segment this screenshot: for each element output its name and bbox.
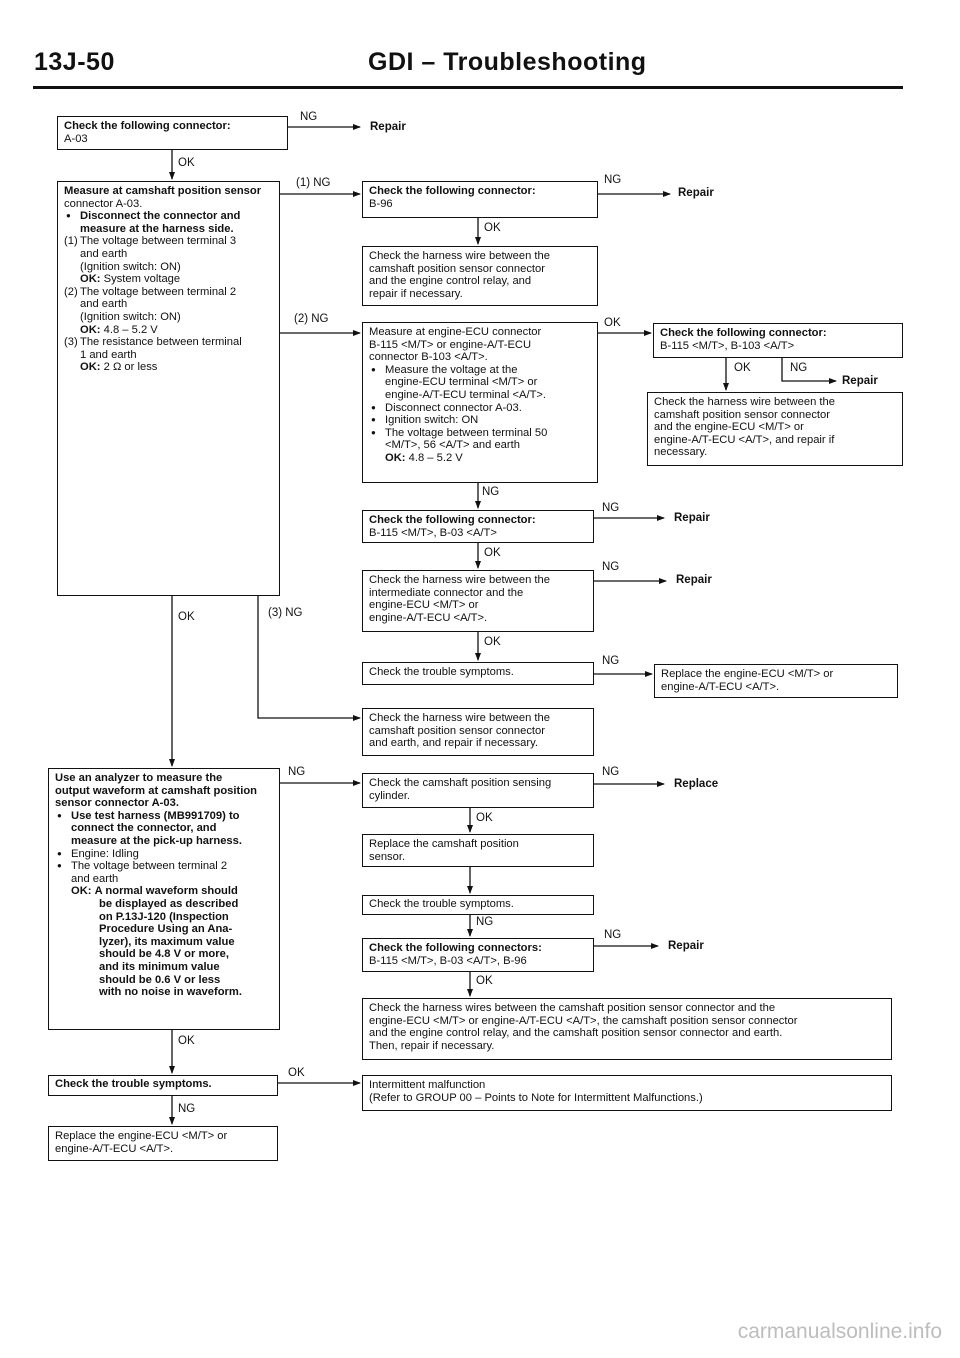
box-line: Procedure Using an Ana-	[99, 923, 233, 936]
replace-engine-ecu-box	[48, 1126, 278, 1161]
flow-label-ng: NG	[482, 486, 500, 498]
box-line: (Ignition switch: ON)	[80, 260, 181, 273]
box-line: and earth	[71, 872, 119, 885]
box-line: B-115 <M/T>, B-103 <A/T>	[660, 339, 795, 352]
box-bullet: ● The voltage between terminal 50	[369, 427, 591, 440]
box-bullet: ● The voltage between terminal 2	[55, 860, 273, 873]
flow-label-ok: OK	[734, 362, 751, 374]
box-line: Check the harness wire between the	[369, 574, 550, 586]
ok-key: OK:	[71, 885, 92, 898]
box-line: engine-ECU terminal <M/T> or	[385, 376, 538, 389]
box-line: Replace the engine-ECU <M/T> or	[661, 668, 834, 680]
box-title: Check the following connectors:	[369, 942, 542, 954]
box-line: The resistance between terminal	[80, 336, 242, 349]
check-harness-wires-box	[362, 998, 892, 1060]
box-bullet: ● Disconnect the connector and	[64, 210, 273, 223]
flow-label-ok: OK	[476, 812, 493, 824]
check-harness-intermediate-box	[362, 570, 594, 632]
flow-label-ok: OK	[476, 975, 493, 987]
box-line: and earth	[80, 298, 128, 311]
check-trouble-symptoms-box	[362, 662, 594, 685]
box-line: sensor.	[369, 850, 406, 863]
box-line: B-115 <M/T>, B-03 <A/T>, B-96	[369, 954, 527, 967]
box-line: engine-A/T-ECU <A/T>.	[55, 1142, 174, 1155]
replace-camshaft-sensor-box	[362, 834, 594, 867]
analyzer-waveform-box	[48, 768, 280, 1030]
box-line: <M/T>, 56 <A/T> and earth	[385, 439, 520, 452]
box-line: A-03	[64, 132, 88, 145]
flow-label-ok: OK	[604, 317, 621, 329]
box-line: intermediate connector and the	[369, 586, 524, 599]
check-sensing-cylinder-box	[362, 773, 594, 808]
intermittent-malfunction-box	[362, 1075, 892, 1111]
box-line: Check the trouble symptoms.	[369, 898, 514, 910]
flow-label-ng1: (1) NG	[296, 177, 331, 189]
box-line: (Refer to GROUP 00 – Points to Note for Intermittent Malfunctions.)	[369, 1091, 703, 1104]
terminal-repair: Repair	[668, 940, 704, 952]
box-bullet: ● Engine: Idling	[55, 848, 273, 861]
box-line: The voltage between terminal 3	[80, 235, 237, 248]
terminal-replace: Replace	[674, 778, 719, 790]
page-number: 13J-50	[34, 48, 115, 76]
box-line: Replace the camshaft position	[369, 838, 519, 850]
flow-label-ok: OK	[288, 1067, 305, 1079]
box-line: and its minimum value	[99, 960, 220, 973]
box-line: connector A-03.	[64, 197, 143, 210]
flow-label-ng: NG	[476, 916, 494, 928]
ok-value: System voltage	[103, 273, 181, 286]
box-line: Check the harness wire between the	[369, 712, 550, 724]
box-line: Use an analyzer to measure the	[55, 772, 223, 784]
ok-key: OK:	[385, 451, 406, 464]
terminal-repair: Repair	[370, 121, 406, 133]
box-title: Check the following connector:	[369, 185, 536, 197]
flow-label-ng: NG	[602, 561, 620, 573]
box-line: output waveform at camshaft position	[55, 784, 258, 797]
check-harness-earth-box	[362, 708, 594, 756]
flow-label-ng: NG	[602, 766, 620, 778]
box-line: Intermittent malfunction	[369, 1079, 486, 1091]
ok-key: OK:	[80, 273, 101, 286]
check-connector-b115-b103-box	[653, 323, 903, 358]
replace-engine-ecu-box	[654, 664, 898, 698]
item-number: (2)	[64, 285, 78, 298]
item-number: (3)	[64, 336, 78, 349]
flow-label-ng: NG	[790, 362, 808, 374]
ok-value: A normal waveform should	[94, 885, 238, 898]
check-trouble-symptoms-box	[48, 1075, 278, 1096]
check-harness-ecu-box	[647, 392, 903, 466]
check-trouble-symptoms-box	[362, 895, 594, 915]
box-line: Check the trouble symptoms.	[369, 666, 514, 678]
box-line: and the engine control relay, and the camshaft position sensor connector and earth.	[369, 1027, 783, 1040]
box-line: engine-A/T-ECU <A/T>.	[661, 680, 780, 693]
box-line: with no noise in waveform.	[99, 986, 242, 999]
flow-label-ok: OK	[178, 1035, 195, 1047]
box-line: connect the connector, and	[71, 822, 217, 835]
box-line: Check the harness wire between the	[369, 250, 550, 262]
check-connector-b115-b03-box	[362, 510, 594, 543]
flow-label-ok: OK	[178, 611, 195, 623]
terminal-repair: Repair	[674, 512, 710, 524]
box-line: connector B-103 <A/T>.	[369, 351, 488, 364]
ok-key: OK:	[80, 323, 101, 336]
flow-label-ng: NG	[604, 174, 622, 186]
ok-value: 4.8 – 5.2 V	[103, 323, 158, 336]
box-line: engine-A/T-ECU terminal <A/T>.	[385, 388, 547, 401]
check-connector-b96-box	[362, 181, 598, 218]
flow-label-ng: NG	[602, 502, 620, 514]
box-line: and the engine-ECU <M/T> or	[654, 421, 804, 434]
box-title: Check the following connector:	[64, 120, 231, 132]
box-line: Measure at camshaft position sensor	[64, 185, 262, 197]
box-line: The voltage between terminal 2	[80, 285, 237, 298]
box-title: Check the following connector:	[369, 514, 536, 526]
flow-label-ng: NG	[288, 766, 306, 778]
box-line: Replace the engine-ECU <M/T> or	[55, 1130, 228, 1142]
box-line: Check the harness wires between the camshaft position sensor connector and the	[369, 1002, 776, 1014]
box-line: engine-ECU <M/T> or	[369, 599, 479, 612]
box-line: B-115 <M/T>, B-03 <A/T>	[369, 526, 497, 539]
box-line: lyzer), its maximum value	[99, 935, 235, 948]
box-line: necessary.	[654, 446, 708, 459]
ok-key: OK:	[80, 361, 101, 374]
box-line: measure at the harness side.	[80, 222, 234, 235]
check-connector-a03-box	[57, 116, 288, 150]
flow-label-ok: OK	[484, 636, 501, 648]
flow-label-ng: NG	[300, 111, 318, 123]
terminal-repair: Repair	[842, 375, 878, 387]
terminal-repair: Repair	[678, 187, 714, 199]
flow-label-ng: NG	[178, 1103, 196, 1115]
box-line: camshaft position sensor connector	[654, 408, 830, 421]
terminal-repair: Repair	[676, 574, 712, 586]
box-line: (Ignition switch: ON)	[80, 310, 181, 323]
flow-label-ng2: (2) NG	[294, 313, 329, 325]
check-connectors-b115-b03-b96-box	[362, 938, 594, 972]
flow-label-ng3: (3) NG	[268, 607, 303, 619]
box-line: B-115 <M/T> or engine-A/T-ECU	[369, 338, 532, 351]
ok-value: 2 Ω or less	[103, 361, 158, 374]
box-bullet: ● Measure the voltage at the	[369, 364, 591, 377]
box-line: 1 and earth	[80, 348, 137, 361]
watermark: carmanualsonline.info	[737, 1320, 942, 1343]
box-line: measure at the pick-up harness.	[71, 834, 242, 847]
box-bullet: ● Ignition switch: ON	[369, 414, 591, 427]
box-line: camshaft position sensor connector	[369, 724, 545, 737]
box-line: B-96	[369, 197, 393, 210]
box-line: and the engine control relay, and	[369, 275, 532, 288]
box-line: and earth	[80, 247, 128, 260]
box-title: Check the following connector:	[660, 327, 827, 339]
box-line: camshaft position sensor connector	[369, 262, 545, 275]
box-line: Then, repair if necessary.	[369, 1039, 495, 1052]
measure-camshaft-sensor-box	[57, 181, 280, 596]
box-line: and earth, and repair if necessary.	[369, 737, 538, 750]
box-line: engine-ECU <M/T> or engine-A/T-ECU <A/T>, the camshaft position sensor connector	[369, 1014, 798, 1027]
box-bullet: ● Use test harness (MB991709) to	[55, 810, 273, 823]
box-line: engine-A/T-ECU <A/T>.	[369, 611, 488, 624]
box-line: Check the camshaft position sensing	[369, 777, 552, 789]
flow-label-ok: OK	[178, 157, 195, 169]
item-number: (1)	[64, 235, 78, 248]
box-line: Check the trouble symptoms.	[55, 1078, 212, 1090]
box-line: repair if necessary.	[369, 287, 463, 300]
ok-value: 4.8 – 5.2 V	[408, 451, 463, 464]
box-line: Measure at engine-ECU connector	[369, 326, 542, 338]
box-line: should be 0.6 V or less	[99, 973, 221, 986]
box-line: cylinder.	[369, 789, 411, 802]
box-line: sensor connector A-03.	[55, 797, 179, 810]
check-harness-relay-box	[362, 246, 598, 306]
flow-label-ok: OK	[484, 547, 501, 559]
box-line: engine-A/T-ECU <A/T>, and repair if	[654, 433, 835, 446]
box-line: should be 4.8 V or more,	[99, 948, 229, 961]
flow-label-ng: NG	[604, 929, 622, 941]
box-line: Check the harness wire between the	[654, 396, 835, 408]
box-line: on P.13J-120 (Inspection	[99, 910, 229, 923]
box-line: be displayed as described	[99, 897, 239, 910]
box-bullet: ● Disconnect connector A-03.	[369, 402, 591, 415]
measure-engine-ecu-box	[362, 322, 598, 483]
page-title: GDI – Troubleshooting	[368, 48, 647, 76]
flow-label-ok: OK	[484, 222, 501, 234]
flow-label-ng: NG	[602, 655, 620, 667]
